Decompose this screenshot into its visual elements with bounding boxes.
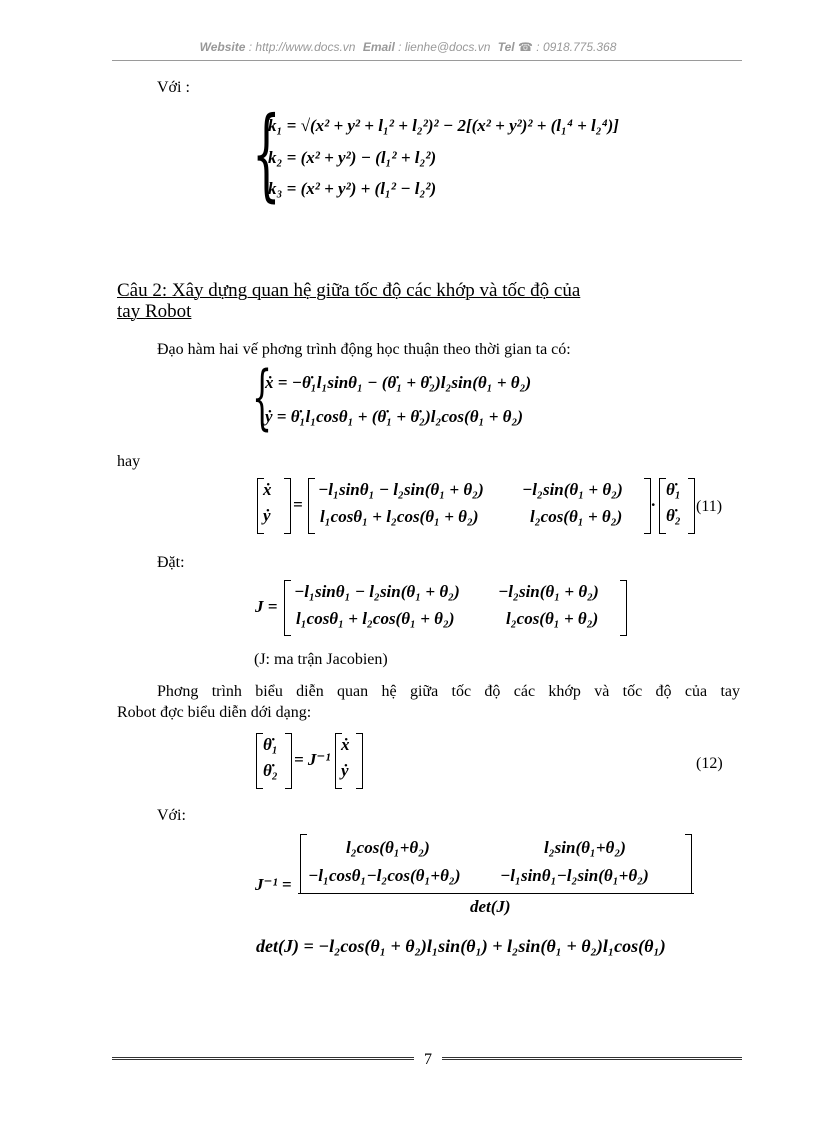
left-brace-velocity: { (252, 356, 273, 438)
jinv-inline: = J⁻¹ (294, 750, 331, 769)
inv-cell-12: l₂sin(θ₁+θ₂) (544, 838, 626, 857)
matrix-jacobian (284, 580, 627, 636)
vector-y: ẏ (263, 506, 271, 525)
website-label: Website (199, 40, 246, 54)
vector-theta1: θ̇₁ (666, 480, 681, 499)
vector-theta (659, 478, 695, 534)
page-number: 7 (424, 1051, 432, 1068)
equation-det: det(J) = −l₂cos(θ₁ + θ₂)l₁sin(θ₁) + l₂sin(θ₁ + θ₂)l₁cos(θ₁) (256, 936, 666, 956)
equation-number-11: (11) (696, 498, 723, 515)
website-value[interactable]: : http://www.docs.vn (248, 40, 356, 54)
email-label: Email (362, 40, 395, 54)
section-heading-line-1: Câu 2: Xây dựng quan hệ giữa tốc độ các khớp và tốc độ của (117, 280, 581, 301)
vector-theta2: θ̇₂ (666, 506, 681, 525)
email-value[interactable]: : lienhe@docs.vn (398, 40, 491, 54)
equation-xdot: ẋ = −θ̇₁l₁sinθ₁ − (θ̇₁ + θ̇₂)l₂sin(θ₁ + θ₂) (265, 373, 532, 392)
vector-xy-12 (335, 733, 363, 789)
text-jacobien-note: (J: ma trận Jacobien) (254, 651, 388, 668)
tel-label: Tel (497, 40, 515, 54)
vector-12-theta2: θ̇₂ (263, 761, 278, 780)
vector-xy (257, 478, 291, 534)
equation-number-12: (12) (696, 755, 723, 772)
matrix-j-cell-22: l₂cos(θ₁ + θ₂) (506, 609, 599, 628)
vector-theta-12 (256, 733, 292, 789)
j-label: J = (255, 597, 278, 616)
equation-k2: k₂ = (x² + y²) − (l₁² + l₂²) (268, 148, 437, 167)
vector-x: ẋ (263, 480, 272, 499)
matrix-j-cell-12: −l₂sin(θ₁ + θ₂) (498, 582, 599, 601)
phone-icon: ☎ (518, 40, 533, 54)
header-rule (112, 60, 742, 61)
left-brace-k: { (252, 95, 281, 212)
equals-11: = (293, 495, 303, 514)
text-voi-1: Với : (157, 79, 190, 96)
matrix-j-cell-11: −l₁sinθ₁ − l₂sin(θ₁ + θ₂) (294, 582, 460, 601)
text-voi-2: Với: (157, 807, 186, 824)
jinv-label: J⁻¹ (255, 875, 278, 894)
matrix-11-cell-11: −l₁sinθ₁ − l₂sin(θ₁ + θ₂) (318, 480, 484, 499)
text-phuong-trinh-line-1: Phơng trình biểu diễn quan hệ giữa tốc độ các khớp và tốc độ của tay (157, 683, 740, 700)
matrix-11-cell-12: −l₂sin(θ₁ + θ₂) (522, 480, 623, 499)
inv-cell-11: l₂cos(θ₁+θ₂) (346, 838, 430, 857)
page-header (0, 40, 816, 54)
matrix-11-cell-21: l₁cosθ₁ + l₂cos(θ₁ + θ₂) (320, 507, 479, 526)
text-phuong-trinh-line-2: Robot đợc biểu diễn dới dạng: (117, 704, 312, 721)
vector-12-y: ẏ (341, 761, 349, 780)
equation-ydot: ẏ = θ̇₁l₁cosθ₁ + (θ̇₁ + θ̇₂)l₂cos(θ₁ + θ₂) (265, 407, 524, 426)
section-heading-line-2: tay Robot (117, 301, 192, 322)
matrix-11-cell-22: l₂cos(θ₁ + θ₂) (530, 507, 623, 526)
jinv-label-wrap: J⁻¹ = (255, 875, 292, 894)
inv-cell-21: −l₁cosθ₁−l₂cos(θ₁+θ₂) (308, 866, 461, 885)
vector-12-x: ẋ (341, 735, 350, 754)
matrix-j-cell-21: l₁cosθ₁ + l₂cos(θ₁ + θ₂) (296, 609, 455, 628)
tel-value: : 0918.775.368 (536, 40, 617, 54)
inv-cell-22: −l₁sinθ₁−l₂sin(θ₁+θ₂) (500, 866, 649, 885)
fraction-denominator: det(J) (470, 897, 511, 916)
vector-12-theta1: θ̇₁ (263, 735, 278, 754)
equation-k1: k₁ = √(x² + y² + l₁² + l₂²)² − 2[(x² + y²)² + (l₁⁴ + l₂⁴)] (268, 116, 619, 135)
equation-k3: k₃ = (x² + y²) + (l₁² − l₂²) (268, 179, 437, 198)
text-dat: Đặt: (157, 554, 185, 571)
footer-rule-right (442, 1057, 742, 1060)
matrix-jacobian-inverse (300, 834, 692, 894)
text-hay: hay (117, 453, 141, 470)
text-dao-ham: Đạo hàm hai vế phơng trình động học thuận theo thời gian ta có: (157, 341, 571, 358)
dot-operator: · (651, 495, 656, 514)
footer-rule-left (112, 1057, 414, 1060)
matrix-jacobian-11 (308, 478, 651, 534)
